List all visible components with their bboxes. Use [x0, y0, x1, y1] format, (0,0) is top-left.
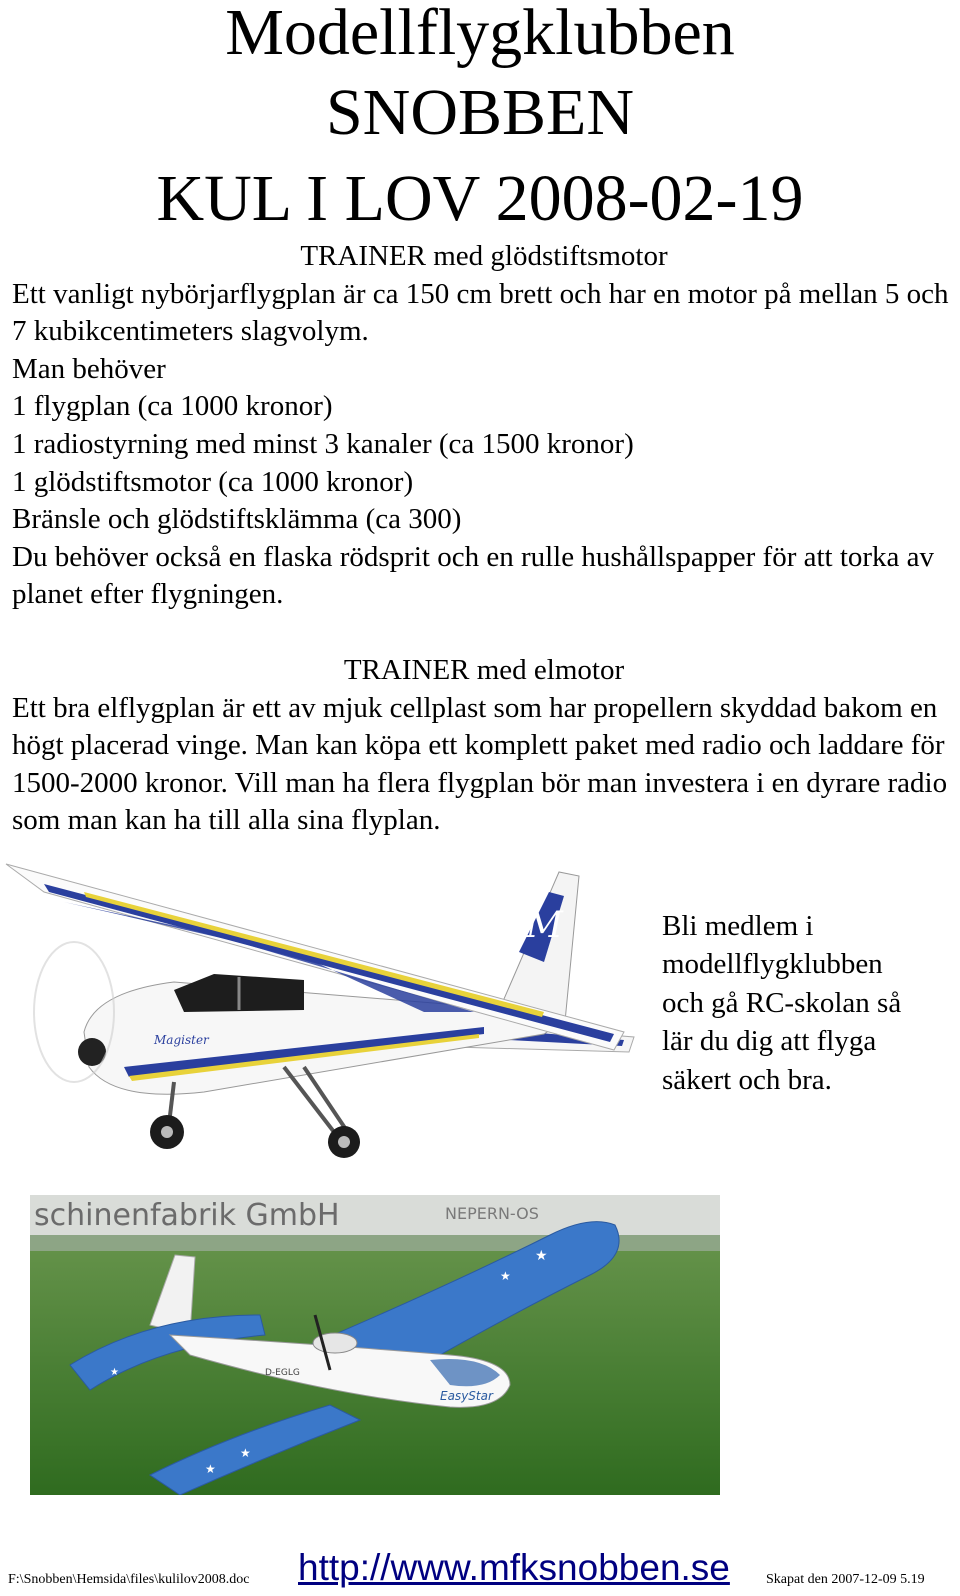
glider-label: EasyStar: [440, 1389, 493, 1403]
page-title-club: Modellflygklubben: [225, 0, 735, 69]
electric-glider-photo: [30, 1195, 720, 1495]
section-electric-trainer: [12, 652, 956, 840]
glider-registration: D-EGLG: [265, 1368, 300, 1378]
join-line: säkert och bra.: [662, 1063, 832, 1096]
svg-text:★: ★: [240, 1446, 251, 1460]
page-title-club-name: SNOBBEN: [325, 76, 635, 149]
list-item: 1 glödstiftsmotor (ca 1000 kronor): [12, 465, 414, 498]
section-heading-glow: TRAINER med glödstiftsmotor: [300, 240, 668, 272]
join-line: lär du dig att flyga: [662, 1025, 877, 1058]
page-title-event: KUL I LOV 2008-02-19: [156, 162, 804, 235]
banner-text-left: schinenfabrik GmbH: [34, 1198, 340, 1233]
list-item: 1 radiostyrning med minst 3 kanaler (ca 1500 kronor): [12, 427, 634, 460]
banner-text-right: NEPERN-OS: [445, 1204, 539, 1223]
plane-logo: Magister: [154, 1033, 209, 1047]
trainer-plane-image: [4, 862, 644, 1172]
join-line: och gå RC-skolan så: [662, 986, 902, 1019]
svg-text:★: ★: [205, 1462, 216, 1476]
svg-text:★: ★: [500, 1269, 511, 1283]
section-extra: Du behöver också en flaska rödsprit och en rulle hushållspapper för att torka av planet efter flygningen.: [12, 540, 935, 611]
section-heading-electric: TRAINER med elmotor: [343, 654, 625, 686]
list-item: 1 flygplan (ca 1000 kronor): [12, 390, 333, 423]
needs-heading: Man behöver: [12, 352, 166, 385]
page-footer: [0, 1548, 960, 1588]
join-line: modellflygklubben: [662, 948, 883, 981]
join-club-text: [662, 907, 952, 1099]
created-date: Skapat den 2007-12-09 5.19: [766, 1572, 925, 1587]
section-glow-trainer: [12, 238, 956, 614]
section-intro: Ett vanligt nybörjarflygplan är ca 150 cm brett och har en motor på mellan 5 och 7 kubikcentimeters slagvolym.: [12, 277, 949, 348]
list-item: Bränsle och glödstiftsklämma (ca 300): [12, 503, 462, 536]
svg-text:★: ★: [535, 1249, 548, 1264]
join-line: Bli medlem i: [662, 910, 814, 942]
club-website-link[interactable]: http://www.mfksnobben.se: [298, 1547, 730, 1588]
svg-text:★: ★: [110, 1367, 119, 1378]
file-path: F:\Snobben\Hemsida\files\kulilov2008.doc: [8, 1572, 250, 1587]
section-electric-text: Ett bra elflygplan är ett av mjuk cellplast som har propellern skyddad bakom en högt placerad vinge. Man kan köpa ett komplett paket med radio och laddare för 1500-2000 kronor. Vill man ha flera flygplan bör man investera i en dyrare radio som man kan ha till alla sina flyplan.: [12, 691, 948, 837]
tail-logo: M: [526, 905, 563, 946]
